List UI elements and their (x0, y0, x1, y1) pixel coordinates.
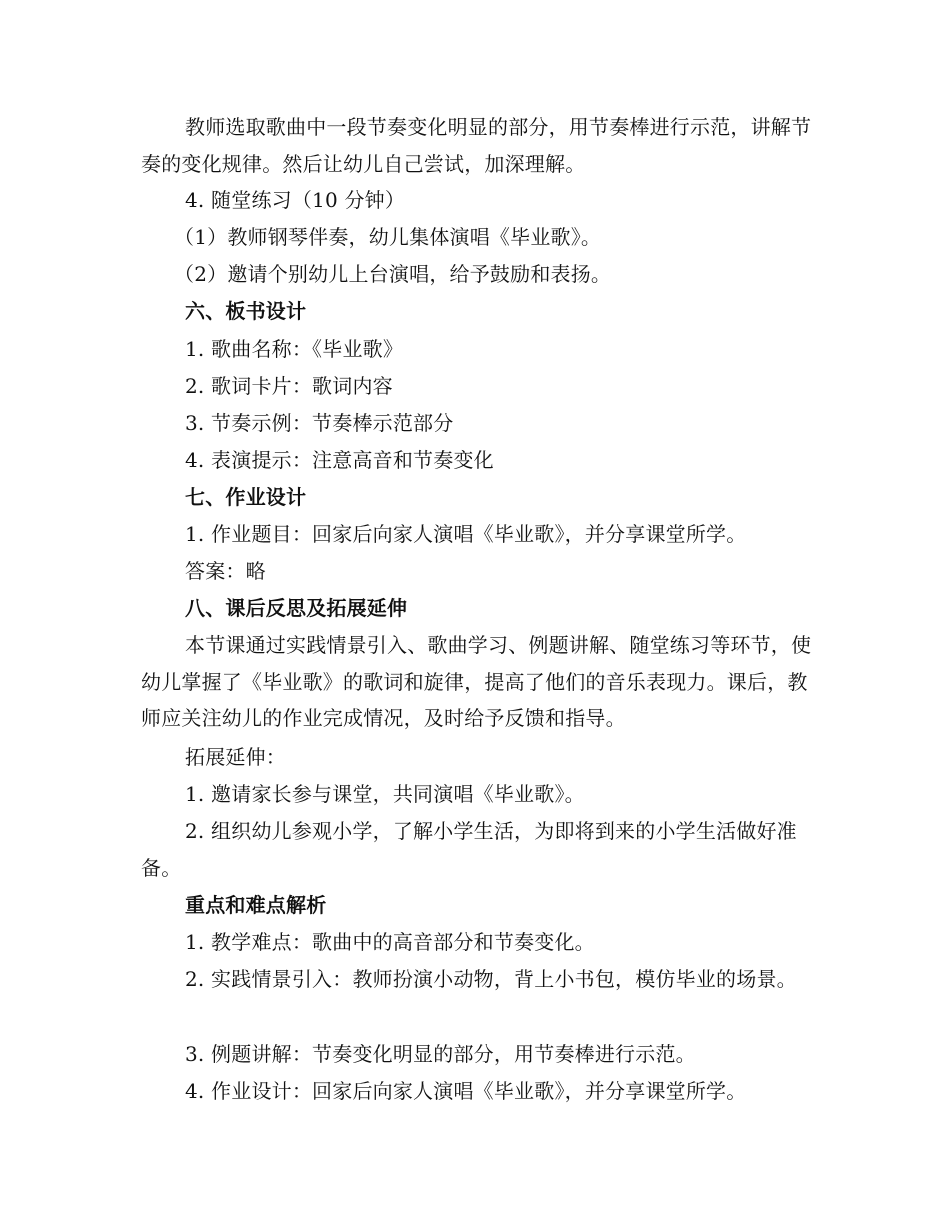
extension-item-2: 2. 组织幼儿参观小学，了解小学生活，为即将到来的小学生活做好准备。 (141, 819, 797, 880)
homework-item-1: 1. 作业题目：回家后向家人演唱《毕业歌》，并分享课堂所学。 (185, 522, 747, 546)
board-item-3: 3. 节奏示例：节奏棒示范部分 (185, 411, 454, 435)
key-point-item-3: 3. 例题讲解：节奏变化明显的部分，用节奏棒进行示范。 (185, 1042, 696, 1066)
key-point-item-2: 2. 实践情景引入：教师扮演小动物，背上小书包，模仿毕业的场景。 (185, 967, 797, 991)
practice-item-2: （2）邀请个别幼儿上台演唱，给予鼓励和表扬。 (174, 262, 612, 286)
section-heading-7: 七、作业设计 (185, 485, 307, 509)
section-heading-8: 八、课后反思及拓展延伸 (185, 596, 408, 620)
key-point-item-1: 1. 教学难点：歌曲中的高音部分和节奏变化。 (185, 930, 595, 954)
board-item-2: 2. 歌词卡片：歌词内容 (185, 374, 393, 398)
extension-item-1: 1. 邀请家长参与课堂，共同演唱《毕业歌》。 (185, 782, 585, 806)
key-points-heading: 重点和难点解析 (185, 893, 327, 917)
practice-title: 4. 随堂练习（10 分钟） (185, 188, 406, 212)
homework-answer: 答案：略 (185, 559, 266, 583)
extension-title: 拓展延伸： (185, 745, 286, 769)
practice-item-1: （1）教师钢琴伴奏，幼儿集体演唱《毕业歌》。 (174, 225, 602, 249)
key-point-item-4: 4. 作业设计：回家后向家人演唱《毕业歌》，并分享课堂所学。 (185, 1079, 747, 1103)
reflection-paragraph: 本节课通过实践情景引入、歌曲学习、例题讲解、随堂练习等环节，使幼儿掌握了《毕业歌》的歌词和旋律，提高了他们的音乐表现力。课后，教师应关注幼儿的作业完成情况，及时给予反馈和指导。 (141, 633, 812, 730)
intro-paragraph: 教师选取歌曲中一段节奏变化明显的部分，用节奏棒进行示范，讲解节奏的变化规律。然后让幼儿自己尝试，加深理解。 (141, 115, 812, 176)
section-heading-6: 六、板书设计 (185, 299, 307, 323)
board-item-4: 4. 表演提示：注意高音和节奏变化 (185, 448, 494, 472)
board-item-1: 1. 歌曲名称：《毕业歌》 (185, 337, 404, 361)
